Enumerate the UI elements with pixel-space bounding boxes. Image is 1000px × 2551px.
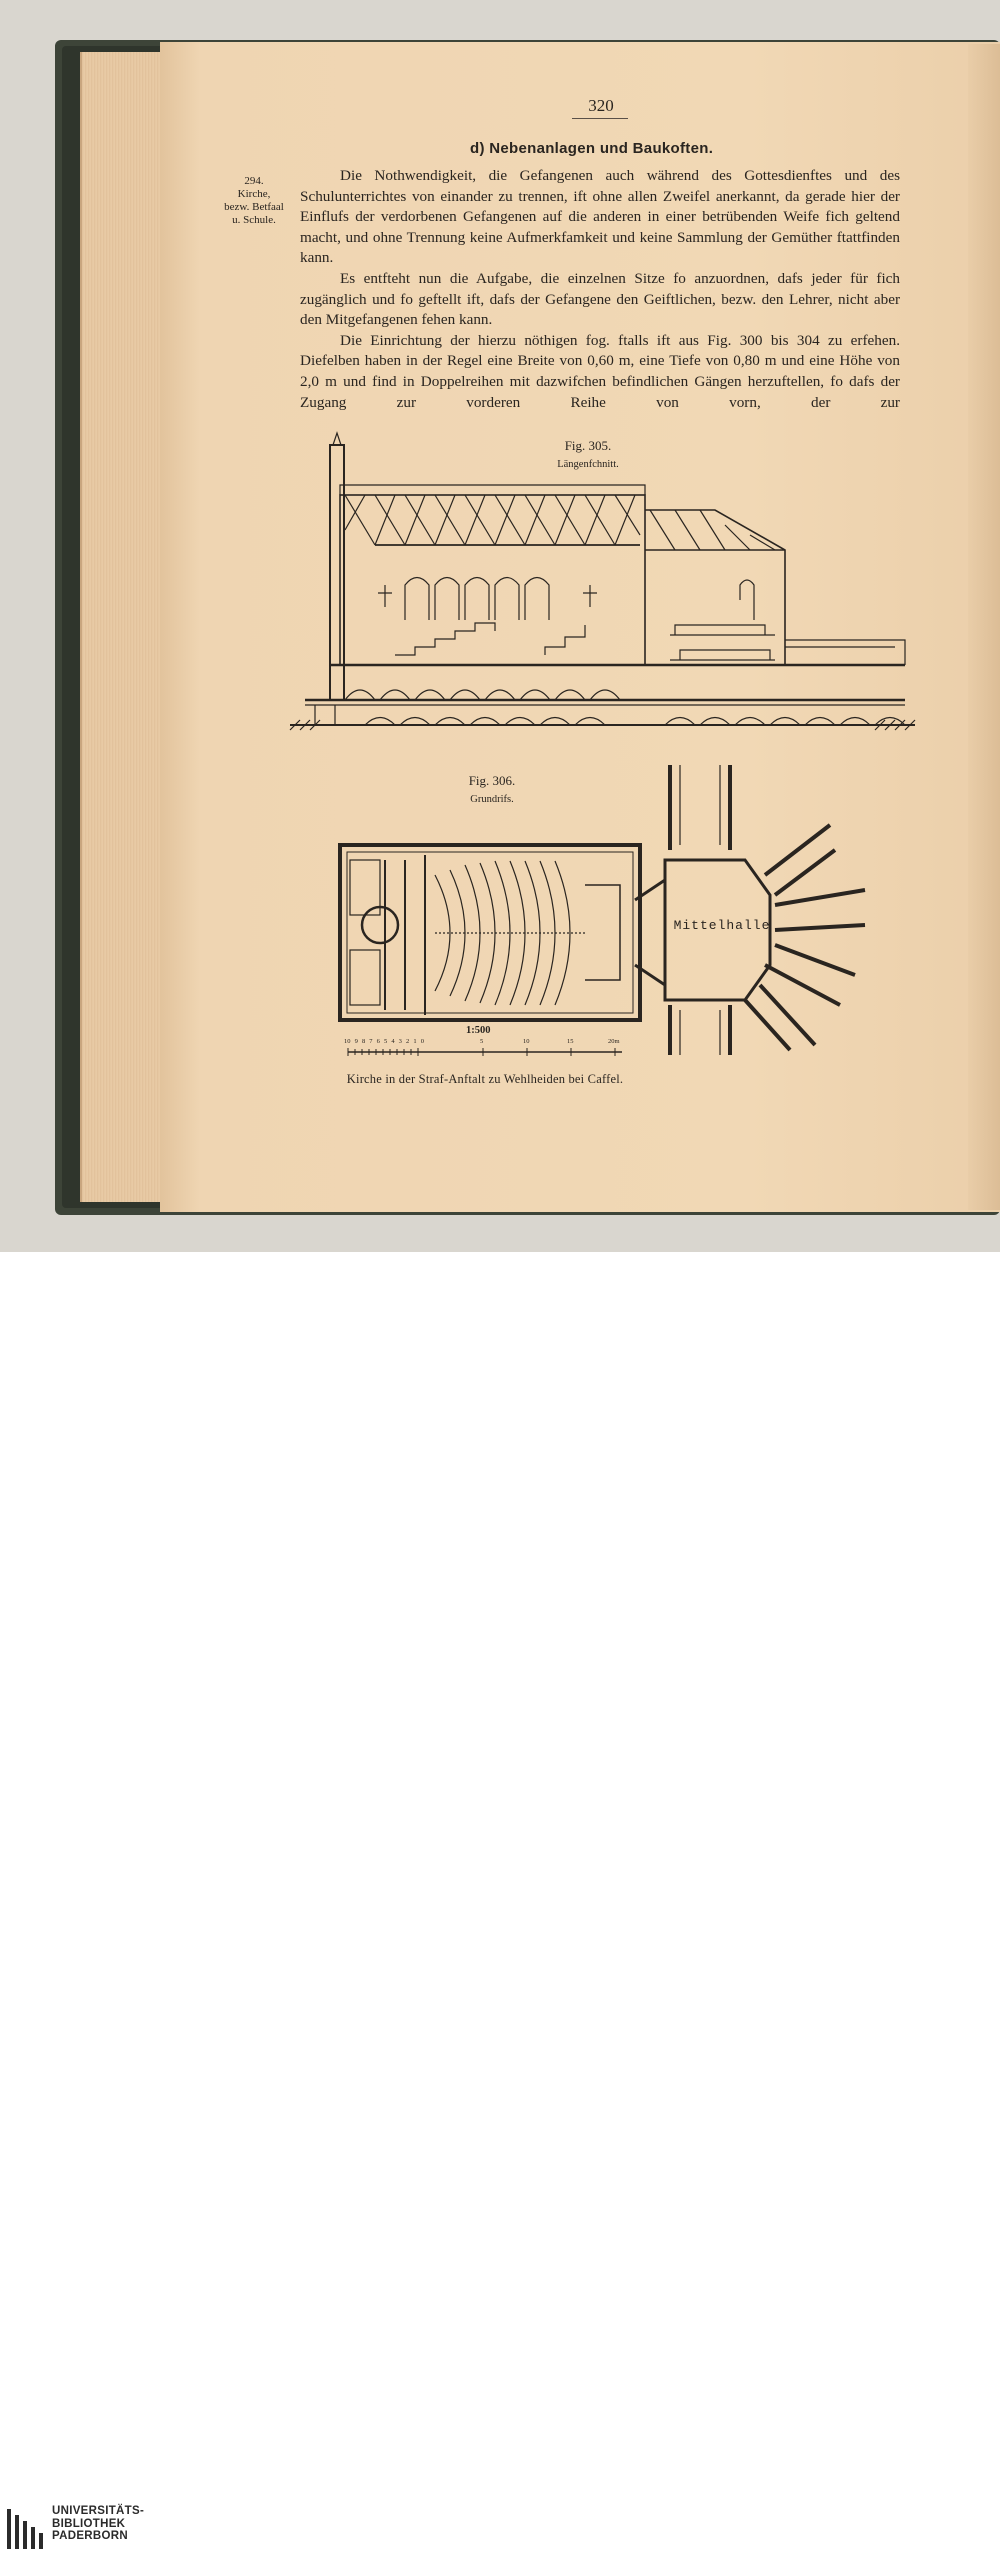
floor-plan-drawing [335,765,875,1055]
scale-tick-label: 8 [361,1038,366,1045]
scale-tick-label: 5 [383,1038,388,1045]
page-right-edge [968,44,1000,1210]
margin-note [212,175,296,227]
scale-left-ticks [344,1038,424,1045]
library-name-line: PADERBORN [52,2530,128,2542]
margin-note-line: 294. [244,175,264,187]
scale-tick-label: 6 [376,1038,380,1045]
library-logo-icon [3,2507,47,2551]
figure-305-subtitle: Längenfchnitt. [557,459,619,470]
scale-tick-label: 10 [523,1038,530,1045]
scale-tick-label: 5 [480,1038,484,1045]
body-text [300,166,900,413]
figure-caption: Kirche in der Straf-Anftalt zu Wehlheiden bei Caffel. [346,1072,624,1086]
page-number: 320 [588,96,614,115]
library-name-line: BIBLIOTHEK [52,2517,126,2530]
longitudinal-section-drawing [285,425,925,755]
scale-tick-label: 9 [354,1038,358,1045]
paragraph: Es entfteht nun die Aufgabe, die einzelnen Sitze fo anzuordnen, dafs jeder für fich zugänglich und fo geftellt ift, dafs der Gefangene den Geiftlichen, bezw. den Lehrer, nicht aber den Mitgefangenen fehen kann. [300,269,900,329]
scale-tick-label: 15 [567,1038,574,1045]
figure-306-label: Fig. 306. [468,773,516,788]
margin-note-line: bezw. Betfaal [224,201,284,213]
footer-bar [0,1252,1000,2542]
margin-note-line: Kirche, [237,188,271,200]
scale-tick-label: 10 [344,1038,351,1045]
figure-305-label: Fig. 305. [564,438,612,453]
section-heading: d) Nebenanlagen und Baukoften. [470,140,714,157]
scale-tick-label: 4 [391,1038,395,1045]
page-number-rule [572,118,628,119]
library-name [52,2505,144,2543]
paragraph: Die Einrichtung der hierzu nöthigen fog. ftalls ift aus Fig. 300 bis 304 zu erfehen. Diefelben haben in der Regel eine Breite von 0,60 m, eine Tiefe von 0,80 m und eine Höhe von 2,0 m und find in Doppelreihen mit dazwifchen befindlichen Gängen herzuftellen, fo dafs der Zugang zur vorderen Reihe von vorn, der zur [300,331,900,411]
scan-background [0,0,1000,1252]
scale-tick-label: 2 [406,1038,410,1045]
library-name-line: UNIVERSITÄTS- [52,2505,145,2517]
figure-306-subtitle: Grundrifs. [470,794,514,805]
paragraph: Die Nothwendigkeit, die Gefangenen auch während des Gottesdienftes und des Schulunterrichtes von einander zu trennen, ift ohne allen Zweifel anerkannt, da gerade hier der Einflufs der verdorbenen Gefangenen auf die anderen in einer betrübenden Weife fich geltend macht, und ohne Trennung keine Aufmerkfamkeit und keine Sammlung der Gemüther ftattfinden kann. [300,167,900,267]
scale-tick-label: 7 [369,1038,373,1045]
central-hall-label: Mittelhalle [673,918,771,933]
scale-tick-label: 0 [420,1038,424,1045]
margin-note-line: u. Schule. [232,214,276,226]
scale-tick-label: 1 [413,1038,417,1045]
scale-tick-label: 3 [398,1038,402,1045]
scale-ratio: 1:500 [466,1025,491,1036]
scale-tick-label: 20m [608,1038,620,1045]
